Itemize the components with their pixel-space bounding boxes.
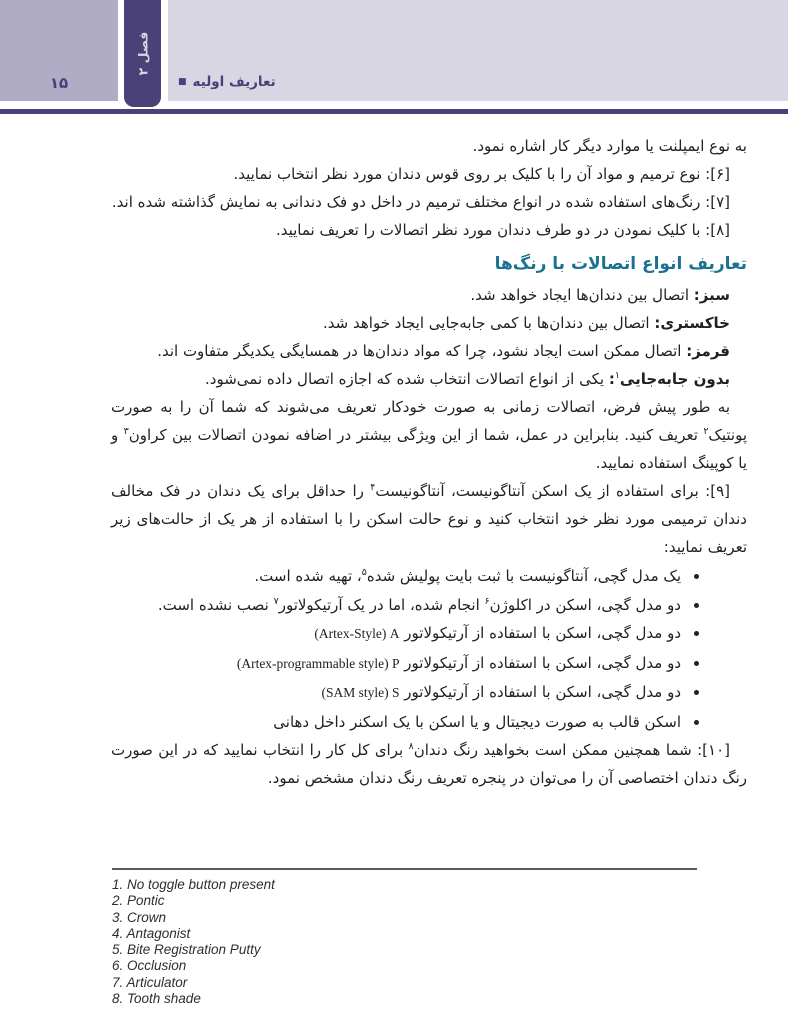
- text-run: اسکن قالب به صورت دیجیتال و یا اسکن با یک اسکنر داخل دهانی: [273, 712, 681, 731]
- paragraph: [111, 188, 747, 216]
- running-header: [178, 74, 276, 90]
- text-run: یکی از انواع اتصالات انتخاب شده که اجازه اتصال داده نمی‌شود.: [205, 370, 609, 388]
- text-run: [۹]: برای استفاده از یک اسکن آنتاگونیست، آنتاگونیست: [375, 482, 730, 500]
- paragraph: [111, 736, 747, 792]
- paragraph: [111, 281, 747, 309]
- text-run: (Artex-Style) A: [314, 626, 400, 641]
- text-run: اتصال ممکن است ایجاد نشود، چرا که مواد دندان‌ها در همسایگی یکدیگر متفاوت اند.: [157, 342, 687, 360]
- text-run: بدون جابه‌جایی: [619, 370, 730, 388]
- paragraph: [111, 309, 747, 337]
- paragraph: [111, 477, 747, 561]
- text-run: نصب نشده است.: [157, 595, 274, 614]
- text-run: برای کل کار را انتخاب نمایید که در این صورت رنگ دندان اختصاصی آن را می‌توان در پنجره تعریف رنگ دندان مشخص نمود.: [111, 741, 747, 787]
- footnote-item: 5. Bite Registration Putty: [112, 942, 261, 958]
- chapter-tab-label: فصل ۲: [135, 31, 150, 76]
- paragraph: [111, 216, 747, 244]
- paragraph: [111, 132, 747, 160]
- footnote-reference: ۷: [273, 595, 279, 607]
- bullet-item: [111, 562, 683, 591]
- text-run: تعریف کنید. بنابراین در عمل، شما از این ویژگی بیشتر در اضافه نمودن اتصالات بین کراون: [128, 426, 704, 444]
- footnote-item: 6. Occlusion: [112, 958, 187, 974]
- footnote-reference: ۸: [408, 741, 414, 752]
- text-run: دو مدل گچی، اسکن با استفاده از آرتیکولاتور: [399, 624, 681, 642]
- text-run: یک مدل گچی، آنتاگونیست با ثبت بایت پولیش شده: [366, 567, 681, 585]
- footnote-reference: ۳: [123, 426, 129, 437]
- footnote-item: 3. Crown: [112, 909, 167, 925]
- text-run: ، تهیه شده است.: [254, 567, 362, 585]
- footnote-item: 2. Pontic: [112, 893, 165, 909]
- text-run: :: [608, 370, 615, 388]
- footnote-reference: ۲: [703, 426, 709, 437]
- content-column: [111, 132, 747, 792]
- footnotes: [112, 868, 697, 1007]
- paragraph: [111, 337, 747, 365]
- text-run: را حداقل برای یک دندان در فک مخالف دندان ترمیمی مورد نظر خود انتخاب کنید و نوع حالت اسکن را با استفاده از هر یک از حالت‌های زیر تعریف نمایید:: [111, 482, 747, 556]
- footnote-item: 1. No toggle button present: [112, 877, 275, 892]
- chapter-tab: [124, 0, 161, 107]
- text-run: [۸]: با کلیک نمودن در دو طرف دندان مورد نظر اتصالات را تعریف نمایید.: [275, 221, 730, 239]
- running-header-title: تعاریف اولیه: [192, 74, 276, 90]
- text-run: [۱۰]: شما همچنین ممکن است بخواهید رنگ دندان: [413, 741, 730, 759]
- text-run: [۷]: رنگ‌های استفاده شده در انواع مختلف ترمیم در داخل دو فک دندانی به نمایش گذاشته شده اند.: [111, 193, 730, 211]
- footnote-reference: ۵: [361, 567, 367, 578]
- text-run: و یا کوپینگ استفاده نمایید.: [111, 426, 747, 472]
- text-run: دو مدل گچی، اسکن با استفاده از آرتیکولاتور: [399, 653, 681, 672]
- paragraph: [111, 365, 747, 393]
- text-run: دو مدل گچی، اسکن در اکلوژن: [489, 595, 681, 614]
- footnote-item: 4. Antagonist: [112, 925, 191, 941]
- bullet-item: [111, 619, 683, 649]
- text-run: دو مدل گچی، اسکن با استفاده از آرتیکولاتور: [399, 683, 681, 701]
- text-run: تعاریف انواع اتصالات با رنگ‌ها: [494, 254, 747, 274]
- text-run: به نوع ایمپلنت یا موارد دیگر کار اشاره نمود.: [472, 137, 747, 155]
- footnote-reference: ۱: [614, 370, 620, 381]
- page-number-box: [0, 0, 118, 101]
- bullet-list: [111, 562, 747, 736]
- text-run: انجام شده، اما در یک آرتیکولاتور: [278, 595, 485, 614]
- page-number: ۱۵: [49, 74, 69, 92]
- footnote-item: 7. Articulator: [112, 974, 188, 990]
- footnote-item: 8. Tooth shade: [112, 991, 201, 1007]
- text-run: قرمز:: [686, 342, 730, 360]
- header-rule: [0, 109, 788, 114]
- footnotes-list: [112, 877, 697, 1007]
- bullet-item: [111, 678, 683, 708]
- footnote-reference: ۴: [370, 482, 376, 493]
- footnote-reference: ۶: [484, 595, 490, 607]
- paragraph: [111, 393, 747, 477]
- bullet-item: [111, 708, 683, 737]
- text-run: (Artex-programmable style) P: [236, 655, 400, 671]
- text-run: [۶]: نوع ترمیم و مواد آن را با کلیک بر روی قوس دندان مورد نظر انتخاب نمایید.: [233, 165, 730, 183]
- text-run: خاکستری:: [654, 314, 730, 332]
- text-run: اتصال بین دندان‌ها با کمی جابه‌جایی ایجاد خواهد شد.: [323, 314, 655, 332]
- text-run: به طور پیش فرض، اتصالات زمانی به صورت خودکار تعریف می‌شوند که شما آن را به صورت پونتیک: [111, 398, 747, 444]
- text-run: اتصال بین دندان‌ها ایجاد خواهد شد.: [470, 286, 694, 304]
- header-band: [168, 0, 788, 101]
- bullet-item: [111, 591, 683, 620]
- bullet-item: [111, 649, 683, 679]
- text-run: سبز:: [693, 286, 730, 304]
- square-marker-icon: ■: [178, 76, 187, 87]
- section-heading: [111, 251, 747, 277]
- paragraph: [111, 160, 747, 188]
- text-run: (SAM style) S: [321, 685, 400, 700]
